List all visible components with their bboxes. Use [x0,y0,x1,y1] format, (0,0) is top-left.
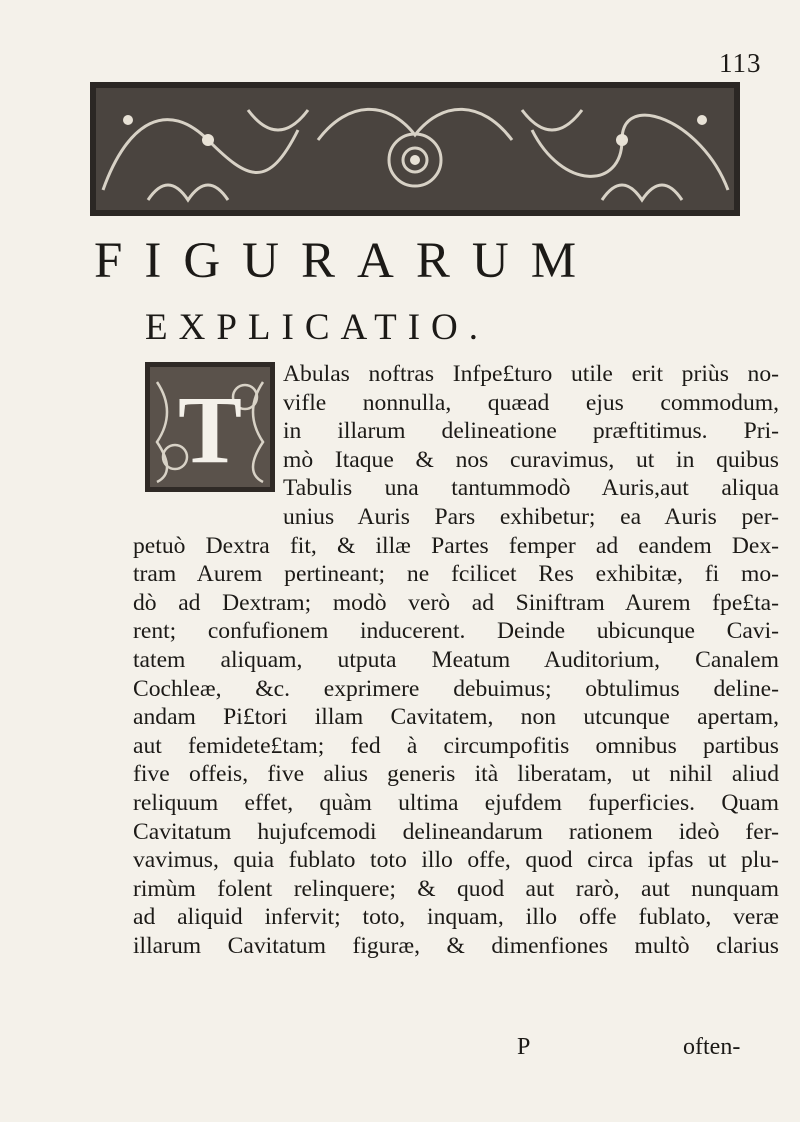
text-line: dò ad Dextram; modò verò ad Siniftram Aurem fpe£ta- [133,589,779,616]
signature-mark: P [517,1034,531,1060]
section-title: FIGURARUM [94,233,599,289]
text-line: petuò Dextra fit, & illæ Partes femper ad eandem Dex- [133,532,779,559]
catchword: often- [683,1034,741,1060]
page-number: 113 [719,48,762,78]
text-line: aut femidete£tam; fed à circumpofitis omnibus partibus [133,732,779,759]
svg-text:T: T [177,376,243,483]
text-line: unius Auris Pars exhibetur; ea Auris per- [283,503,779,530]
text-line: illarum Cavitatum figuræ, & dimenfiones multò clarius [133,932,779,959]
main-text-block [133,360,779,960]
text-line: tram Aurem pertineant; ne fcilicet Res exhibitæ, fi mo- [133,561,779,588]
text-line: vifle nonnulla, quæad ejus commodum, [283,389,779,416]
text-line: rimùm folent relinquere; & quod aut rarò, aut nunquam [133,875,779,902]
text-line: ad aliquid infervit; toto, inquam, illo offe fublato, veræ [133,904,779,931]
text-line: vavimus, quia fublato toto illo offe, quod circa ipfas ut plu- [133,847,779,874]
text-line: Cavitatum hujufcemodi delineandarum rationem ideò fer- [133,818,779,845]
section-subtitle: EXPLICATIO. [145,307,490,348]
text-line: rent; confufionem inducerent. Deinde ubicunque Cavi- [133,618,779,645]
text-line: andam Pi£tori illam Cavitatem, non utcunque apertam, [133,704,779,731]
text-line: reliquum effet, quàm ultima ejufdem fuperficies. Quam [133,789,779,816]
text-line: tatem aliquam, utputa Meatum Auditorium, Canalem [133,646,779,673]
text-line: Tabulis una tantummodò Auris,aut aliqua [283,475,779,502]
text-line: five offeis, five alius generis ità liberatam, ut nihil aliud [133,761,779,788]
ornamental-headpiece [88,80,742,218]
text-line: in illarum delineatione præftitimus. Pri- [283,418,779,445]
text-line: mò Itaque & nos curavimus, ut in quibus [283,446,779,473]
text-line: Abulas noftras Infpe£turo utile erit priùs no- [283,361,779,387]
text-line: Cochleæ, &c. exprimere debuimus; obtulimus deline- [133,675,779,702]
